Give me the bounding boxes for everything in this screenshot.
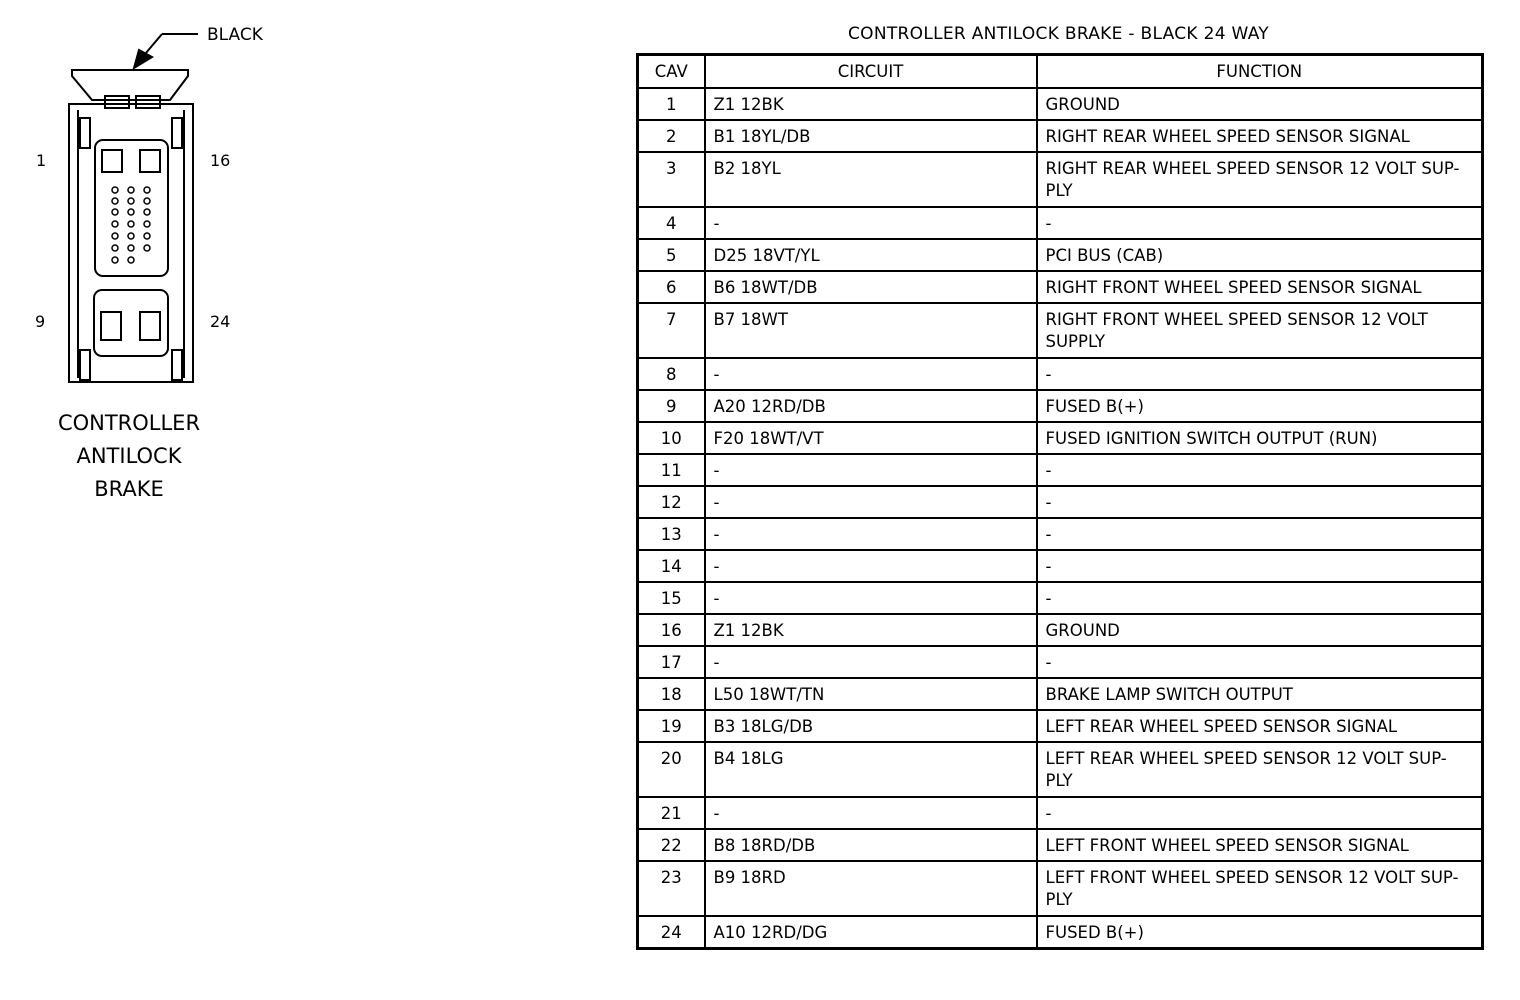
cell-circuit: B2 18YL xyxy=(705,152,1037,207)
cell-cav: 15 xyxy=(638,582,705,614)
table-row xyxy=(638,916,1483,949)
table-row xyxy=(638,239,1483,271)
cell-cav: 2 xyxy=(638,120,705,152)
table-row xyxy=(638,152,1483,207)
cell-function: GROUND xyxy=(1037,88,1483,120)
cell-function: - xyxy=(1037,797,1483,829)
cell-circuit: - xyxy=(705,454,1037,486)
cell-cav: 7 xyxy=(638,303,705,358)
table-row xyxy=(638,486,1483,518)
cell-circuit: B8 18RD/DB xyxy=(705,829,1037,861)
cell-circuit: F20 18WT/VT xyxy=(705,422,1037,454)
cell-circuit: - xyxy=(705,646,1037,678)
color-callout-label: BLACK xyxy=(207,25,263,45)
cell-cav: 16 xyxy=(638,614,705,646)
cell-cav: 17 xyxy=(638,646,705,678)
table-row xyxy=(638,550,1483,582)
cell-function: GROUND xyxy=(1037,614,1483,646)
cell-cav: 4 xyxy=(638,207,705,239)
cell-function: - xyxy=(1037,582,1483,614)
cell-circuit: - xyxy=(705,207,1037,239)
cell-function: RIGHT FRONT WHEEL SPEED SENSOR SIGNAL xyxy=(1037,271,1483,303)
table-row xyxy=(638,518,1483,550)
cell-function: LEFT REAR WHEEL SPEED SENSOR 12 VOLT SUP-PLY xyxy=(1037,742,1483,797)
cell-circuit: B9 18RD xyxy=(705,861,1037,916)
table-row xyxy=(638,646,1483,678)
cell-function: FUSED B(+) xyxy=(1037,390,1483,422)
cavity-pins xyxy=(112,187,150,263)
cell-function: - xyxy=(1037,454,1483,486)
pinout-table xyxy=(636,53,1484,950)
cell-circuit: A20 12RD/DB xyxy=(705,390,1037,422)
table-row xyxy=(638,829,1483,861)
table-row xyxy=(638,614,1483,646)
cell-circuit: B6 18WT/DB xyxy=(705,271,1037,303)
header-cav: CAV xyxy=(638,55,705,89)
connector-name-line-2: ANTILOCK xyxy=(76,444,182,468)
cell-function: BRAKE LAMP SWITCH OUTPUT xyxy=(1037,678,1483,710)
cell-function: - xyxy=(1037,550,1483,582)
cell-cav: 24 xyxy=(638,916,705,949)
table-header-row xyxy=(638,55,1483,89)
table-row xyxy=(638,422,1483,454)
cell-circuit: B7 18WT xyxy=(705,303,1037,358)
pin-label-1: 1 xyxy=(36,151,47,170)
cell-circuit: - xyxy=(705,550,1037,582)
cell-cav: 12 xyxy=(638,486,705,518)
cell-function: RIGHT REAR WHEEL SPEED SENSOR 12 VOLT SUP-PLY xyxy=(1037,152,1483,207)
cell-cav: 23 xyxy=(638,861,705,916)
cell-cav: 10 xyxy=(638,422,705,454)
cell-circuit: Z1 12BK xyxy=(705,614,1037,646)
table-row xyxy=(638,678,1483,710)
cell-cav: 21 xyxy=(638,797,705,829)
cell-cav: 19 xyxy=(638,710,705,742)
cell-cav: 9 xyxy=(638,390,705,422)
cell-cav: 22 xyxy=(638,829,705,861)
table-row xyxy=(638,454,1483,486)
pin-label-24: 24 xyxy=(210,312,231,331)
table-row xyxy=(638,303,1483,358)
table-row xyxy=(638,390,1483,422)
pin-label-9: 9 xyxy=(35,312,46,331)
header-function: FUNCTION xyxy=(1037,55,1483,89)
cell-function: RIGHT FRONT WHEEL SPEED SENSOR 12 VOLT SUPPLY xyxy=(1037,303,1483,358)
cell-function: FUSED B(+) xyxy=(1037,916,1483,949)
table-row xyxy=(638,358,1483,390)
cell-circuit: A10 12RD/DG xyxy=(705,916,1037,949)
upper-cavity-block xyxy=(95,140,168,276)
cell-circuit: B4 18LG xyxy=(705,742,1037,797)
cell-function: RIGHT REAR WHEEL SPEED SENSOR SIGNAL xyxy=(1037,120,1483,152)
table-row xyxy=(638,207,1483,239)
cell-cav: 20 xyxy=(638,742,705,797)
connector-diagram xyxy=(0,0,600,520)
table-row xyxy=(638,271,1483,303)
connector-name-line-1: CONTROLLER xyxy=(57,411,201,435)
cell-circuit: - xyxy=(705,797,1037,829)
cell-circuit: - xyxy=(705,582,1037,614)
table-title: CONTROLLER ANTILOCK BRAKE - BLACK 24 WAY xyxy=(848,24,1269,44)
cell-function: LEFT FRONT WHEEL SPEED SENSOR SIGNAL xyxy=(1037,829,1483,861)
cell-cav: 13 xyxy=(638,518,705,550)
table-row xyxy=(638,742,1483,797)
header-circuit: CIRCUIT xyxy=(705,55,1037,89)
cell-function: LEFT REAR WHEEL SPEED SENSOR SIGNAL xyxy=(1037,710,1483,742)
cell-cav: 18 xyxy=(638,678,705,710)
connector-body xyxy=(69,104,193,382)
callout-arrow xyxy=(134,50,152,68)
cell-function: - xyxy=(1037,358,1483,390)
cell-function: LEFT FRONT WHEEL SPEED SENSOR 12 VOLT SUP-PLY xyxy=(1037,861,1483,916)
cell-cav: 14 xyxy=(638,550,705,582)
table-row xyxy=(638,120,1483,152)
cell-circuit: L50 18WT/TN xyxy=(705,678,1037,710)
cell-circuit: D25 18VT/YL xyxy=(705,239,1037,271)
cell-circuit: B3 18LG/DB xyxy=(705,710,1037,742)
table-row xyxy=(638,582,1483,614)
cell-circuit: - xyxy=(705,486,1037,518)
cell-function: - xyxy=(1037,646,1483,678)
cell-circuit: B1 18YL/DB xyxy=(705,120,1037,152)
cell-function: - xyxy=(1037,486,1483,518)
cell-circuit: - xyxy=(705,358,1037,390)
pin-label-16: 16 xyxy=(210,151,231,170)
cell-cav: 5 xyxy=(638,239,705,271)
table-row xyxy=(638,710,1483,742)
cell-circuit: - xyxy=(705,518,1037,550)
cell-cav: 1 xyxy=(638,88,705,120)
cell-function: - xyxy=(1037,207,1483,239)
cell-cav: 3 xyxy=(638,152,705,207)
connector-name-line-3: BRAKE xyxy=(94,477,164,501)
cell-circuit: Z1 12BK xyxy=(705,88,1037,120)
table-row xyxy=(638,861,1483,916)
lower-cavity-block xyxy=(94,290,168,356)
table-row xyxy=(638,88,1483,120)
cell-cav: 6 xyxy=(638,271,705,303)
cell-cav: 11 xyxy=(638,454,705,486)
cell-cav: 8 xyxy=(638,358,705,390)
cell-function: FUSED IGNITION SWITCH OUTPUT (RUN) xyxy=(1037,422,1483,454)
cell-function: PCI BUS (CAB) xyxy=(1037,239,1483,271)
table-row xyxy=(638,797,1483,829)
cell-function: - xyxy=(1037,518,1483,550)
